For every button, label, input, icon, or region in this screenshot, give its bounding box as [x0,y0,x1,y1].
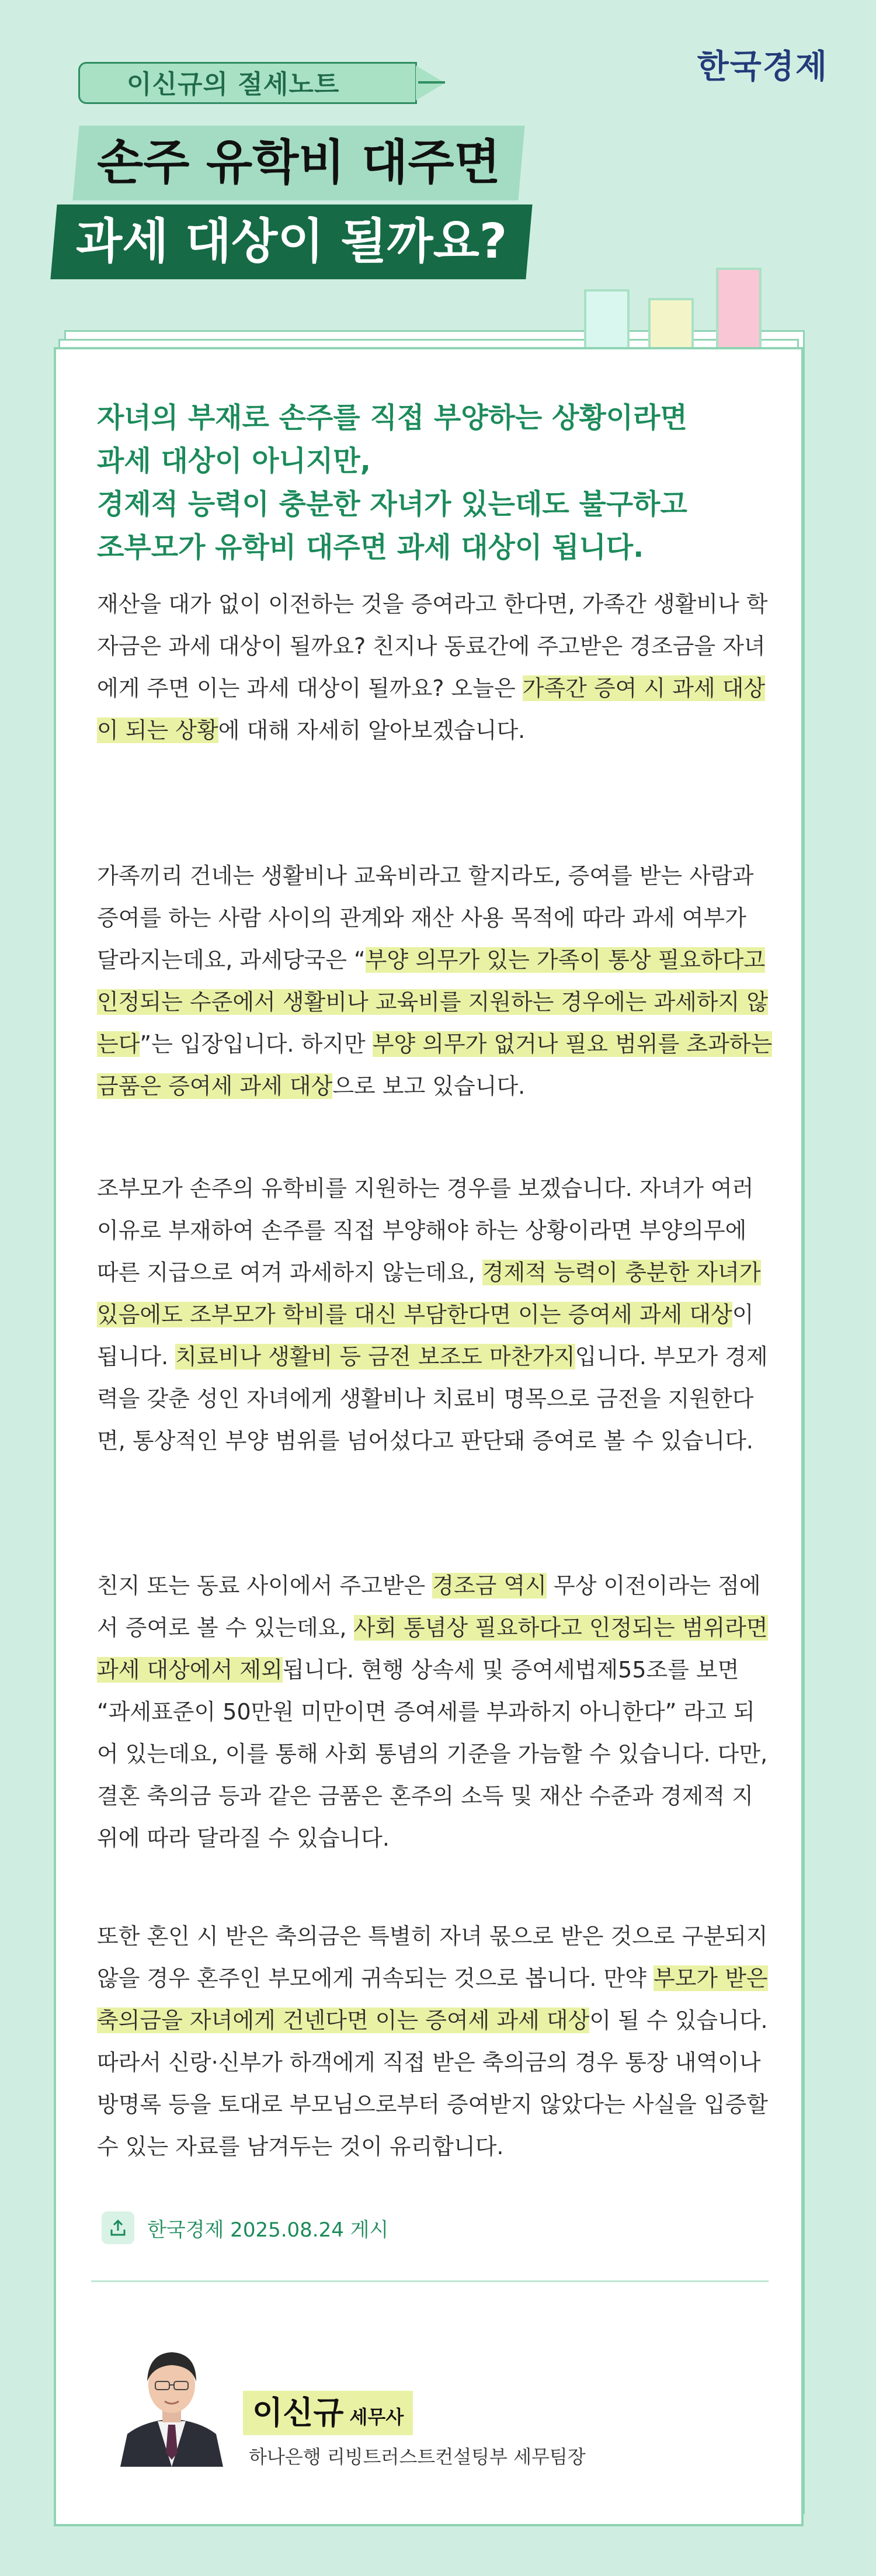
lead-summary: 자녀의 부재로 손주를 직접 부양하는 상황이라면 과세 대상이 아니지만, 경제적 능력이 충분한 자녀가 있는데도 불구하고 조부모가 유학비 대주면 과세 대상이 됩니다. [97,401,687,564]
paragraph-5: 또한 혼인 시 받은 축의금은 특별히 자녀 몫으로 받은 것으로 구분되지 않을 경우 혼주인 부모에게 귀속되는 것으로 봅니다. 만약 부모가 받은 축의금을 자녀에게 건넨다면 이는 증여세 과세 대상이 될 수 있습니다. 따라서 신랑·신부가 하객에게 직접 받은 축의금의 경우 통장 내역이나 방명록 등을 토대로 부모님으로부터 증여받지 않았다는 사실을 입증할 수 있는 자료를 남겨두는 것이 유리합니다. [97,1923,769,2159]
divider [91,2280,769,2282]
series-badge [70,58,445,108]
highlight: 경조금 역시 [432,1573,547,1599]
source-text: 한국경제 2025.08.24 게시 [147,2218,389,2242]
series-badge-label: 이신규의 절세노트 [127,70,340,99]
paragraph-2: 가족끼리 건네는 생활비나 교육비라고 할지라도, 증여를 받는 사람과 증여를 하는 사람 사이의 관계와 재산 사용 목적에 따라 과세 여부가 달라지는데요, 과세당국은 “부양 의무가 있는 가족이 통상 필요하다고 인정되는 수준에서 생활비나 교육비를 지원하는 경우에는 과세하지 않는다”는 입장입니다. 하지만 부양 의무가 없거나 필요 범위를 초과하는 금품은 증여세 과세 대상으로 보고 있습니다. [97,863,773,1099]
author-name: 이신규 세무사 [243,2391,413,2435]
bookmark-tab-pink [716,268,762,355]
highlight: 부양 의무가 있는 가족이 통상 필요하다고 인정되는 수준에서 생활비나 교육비를 지원하는 경우에는 과세하지 않는다 [97,947,769,1057]
pencil-lead [418,81,445,84]
author-avatar [114,2336,229,2467]
author-role: 하나은행 리빙트러스트컨설팅부 세무팀장 [249,2446,586,2468]
highlight: 부모가 받은 축의금을 자녀에게 건넨다면 이는 증여세 과세 대상 [97,1965,768,2033]
bookmark-tab-mint [584,289,630,355]
pencil-body [78,62,417,104]
paragraph-4: 친지 또는 동료 사이에서 주고받은 경조금 역시 무상 이전이라는 점에서 증여로 볼 수 있는데요, 사회 통념상 필요하다고 인정되는 범위라면 과세 대상에서 제외됩니다. 현행 상속세 및 증여세법제55조를 보면 “과세표준이 50만원 미만이면 증여세를 부과하지 아니한다” 라고 되어 있는데요, 이를 통해 사회 통념의 기준을 가늠할 수 있습니다. 다만, 결혼 축의금 등과 같은 금품은 혼주의 소득 및 재산 수준과 경제적 지위에 따라 달라질 수 있습니다. [97,1573,768,1851]
highlight: 가족간 증여 시 과세 대상이 되는 상황 [97,675,766,743]
headline-line-1: 손주 유학비 대주면 [72,126,524,200]
paragraph-1: 재산을 대가 없이 이전하는 것을 증여라고 한다면, 가족간 생활비나 학자금은 과세 대상이 될까요? 친지나 동료간에 주고받은 경조금을 자녀에게 주면 이는 과세 대상이 될까요? 오늘은 가족간 증여 시 과세 대상이 되는 상황에 대해 자세히 알아보겠습니다. [97,591,768,743]
highlight: 부양 의무가 없거나 필요 범위를 초과하는 금품은 증여세 과세 대상 [97,1031,773,1099]
highlight: 사회 통념상 필요하다고 인정되는 범위라면 과세 대상에서 제외 [97,1615,768,1683]
headline-line-2: 과세 대상이 될까요? [50,204,533,279]
paragraph-3: 조부모가 손주의 유학비를 지원하는 경우를 보겠습니다. 자녀가 여러 이유로 부재하여 손주를 직접 부양해야 하는 상황이라면 부양의무에 따른 지급으로 여겨 과세하지 않는데요, 경제적 능력이 충분한 자녀가 있음에도 조부모가 학비를 대신 부담한다면 이는 증여세 과세 대상이 됩니다. 치료비나 생활비 등 금전 보조도 마찬가지입니다. 부모가 경제력을 갖춘 성인 자녀에게 생활비나 치료비 명목으로 금전을 지원한다면, 통상적인 부양 범위를 넘어섰다고 판단돼 증여로 볼 수 있습니다. [97,1176,768,1454]
share-icon[interactable] [102,2211,134,2244]
highlight: 경제적 능력이 충분한 자녀가 있음에도 조부모가 학비를 대신 부담한다면 이는 증여세 과세 대상 [97,1260,761,1327]
highlight: 치료비나 생활비 등 금전 보조도 마찬가지 [175,1344,575,1370]
publisher-logo: 한국경제 [697,47,828,86]
article-card [54,347,804,2526]
source-line [102,2210,388,2245]
